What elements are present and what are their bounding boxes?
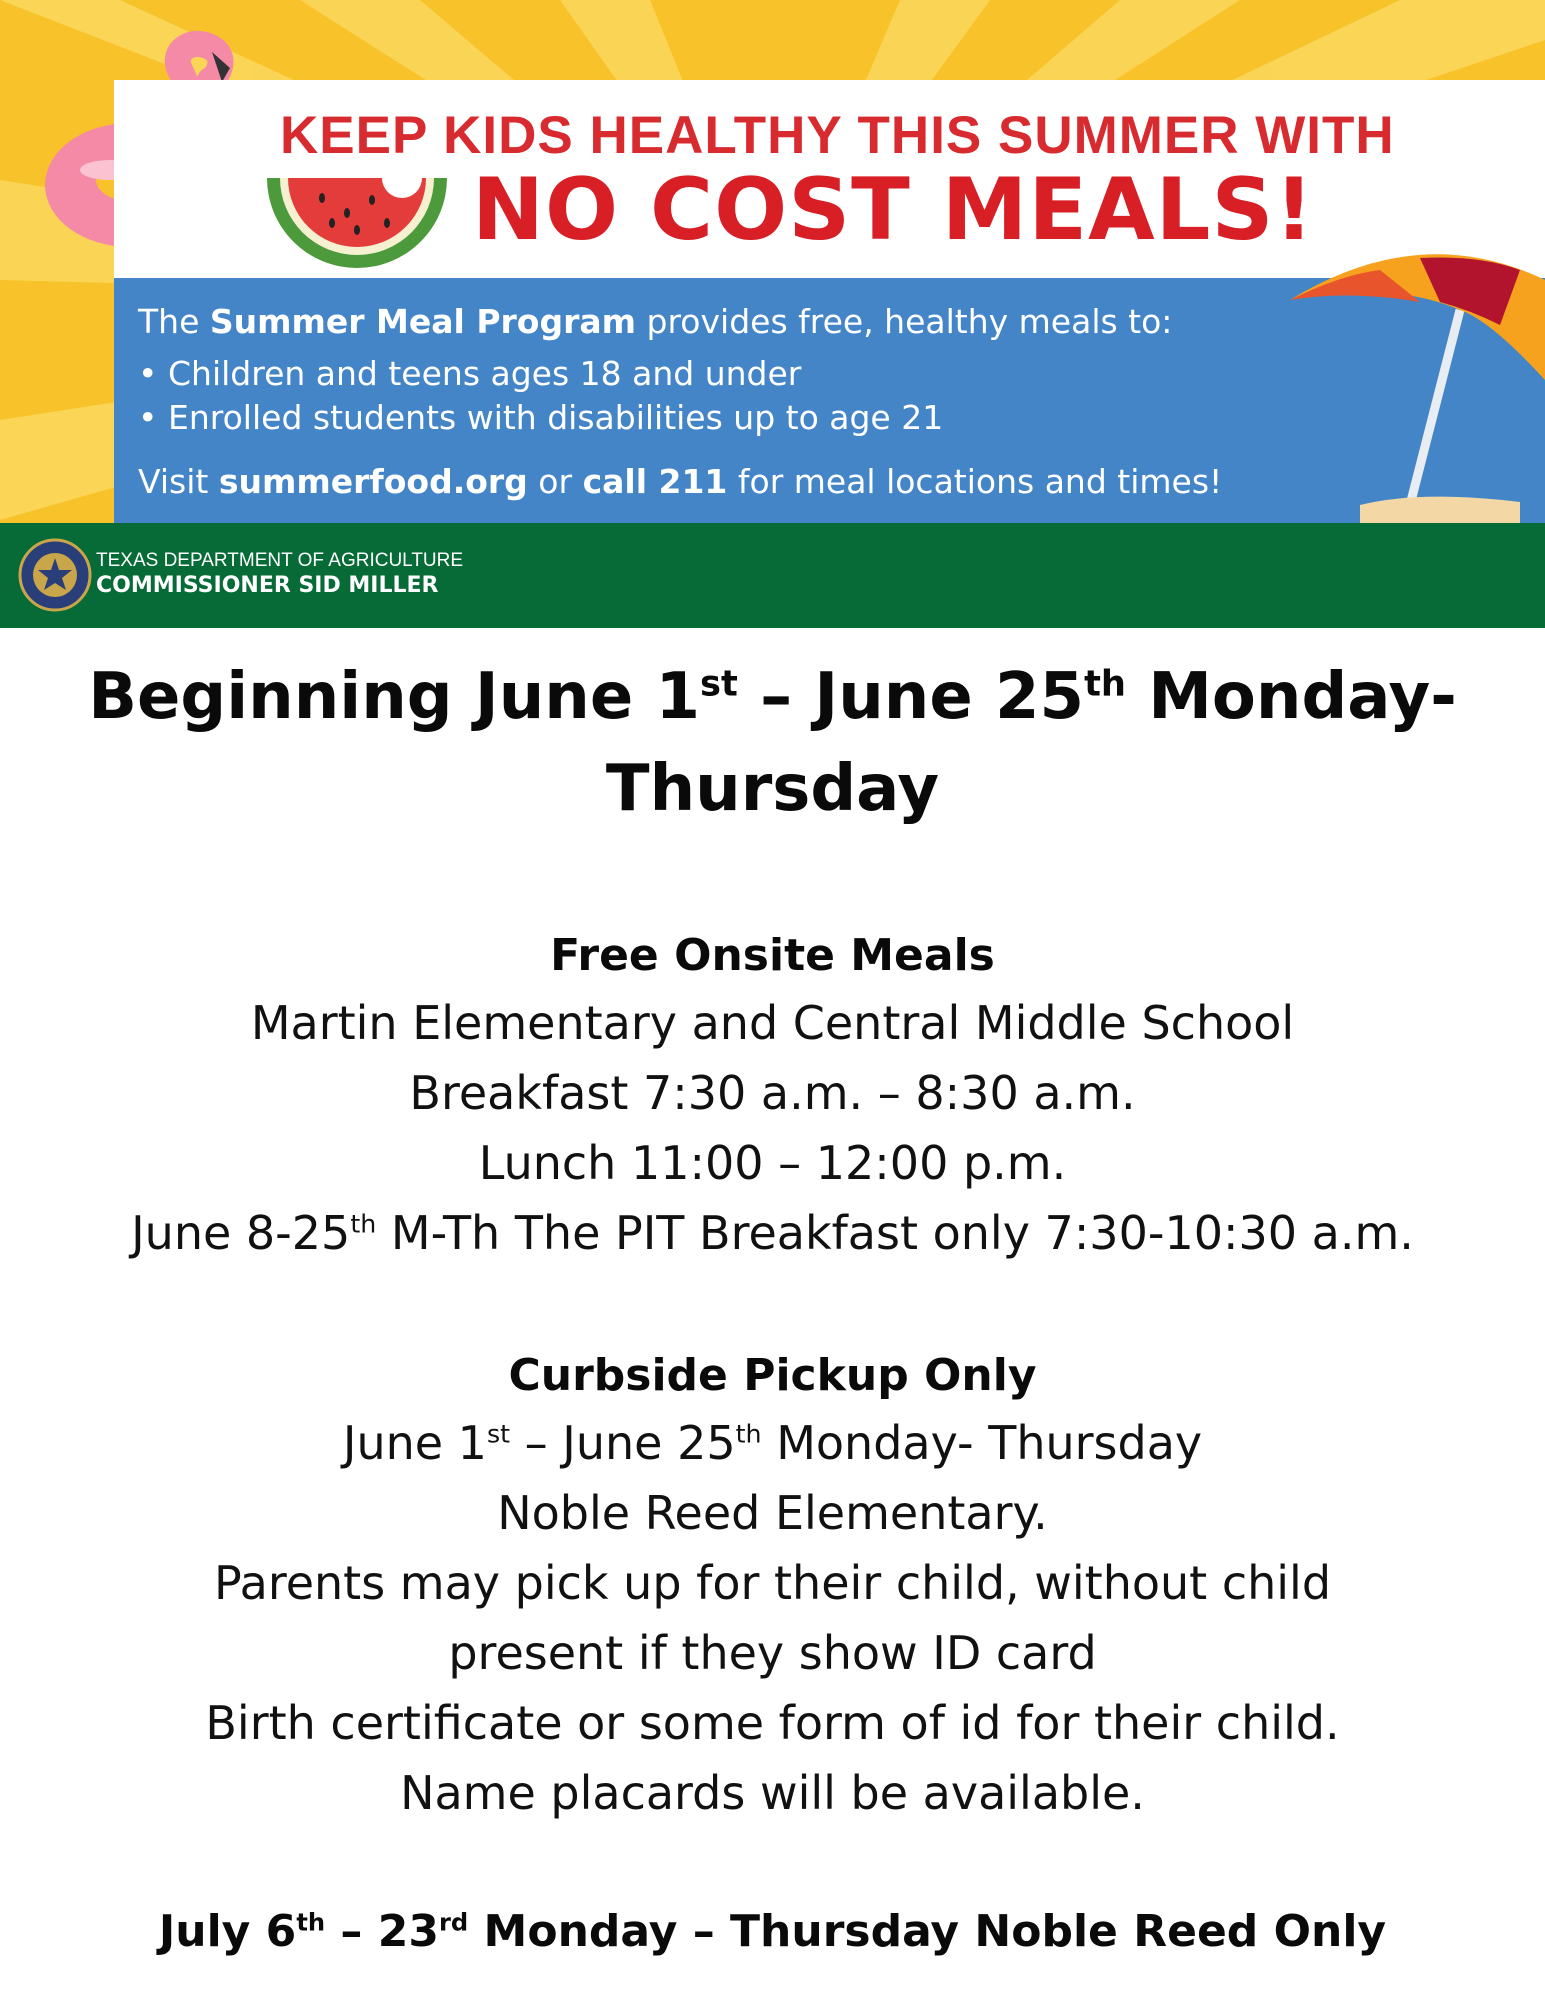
visit-mid: or: [527, 462, 583, 501]
curbside-heading: Curbside Pickup Only: [508, 1350, 1037, 1401]
curbside-dates: [0, 1416, 1545, 1470]
visit-post: for meal locations and times!: [727, 462, 1223, 501]
website-link[interactable]: summerfood.org: [218, 462, 528, 501]
program-name: Summer Meal Program: [209, 302, 637, 341]
ordinal-suffix: st: [700, 663, 738, 705]
dates-text: Monday- Thursday: [761, 1416, 1203, 1470]
pit-breakfast-line: [0, 1206, 1545, 1260]
onsite-schools: Martin Elementary and Central Middle School: [250, 996, 1295, 1050]
ordinal-suffix: th: [1084, 663, 1126, 705]
eligibility-bullet: [138, 354, 801, 393]
headline-main: NO COST MEALS!: [472, 160, 1315, 260]
breakfast-hours: Breakfast 7:30 a.m. – 8:30 a.m.: [409, 1066, 1136, 1120]
curbside-note: Name placards will be available.: [400, 1766, 1145, 1820]
bullet-text: Children and teens ages 18 and under: [168, 354, 802, 393]
ordinal-suffix: th: [350, 1209, 377, 1239]
visit-line: [138, 462, 1222, 501]
curbside-note: Parents may pick up for their child, without child: [213, 1556, 1332, 1610]
title-text: Monday-: [1125, 660, 1457, 734]
summer-meals-banner: [0, 0, 1545, 628]
schedule-title-line-1: [0, 660, 1545, 734]
pit-text: June 8-25: [131, 1206, 351, 1260]
onsite-meals-heading: Free Onsite Meals: [550, 930, 995, 981]
title-text: Beginning June 1: [88, 660, 701, 734]
texas-seal-icon: [18, 538, 92, 612]
intro-post: provides free, healthy meals to:: [636, 302, 1173, 341]
ordinal-suffix: st: [486, 1419, 511, 1449]
july-text: – 23: [325, 1906, 439, 1957]
ordinal-suffix: rd: [438, 1908, 469, 1937]
agency-name: TEXAS DEPARTMENT OF AGRICULTURE: [96, 550, 464, 571]
program-intro: [138, 302, 1172, 341]
watermelon-icon: [262, 168, 452, 278]
call-number: call 211: [582, 462, 728, 501]
intro-pre: The: [138, 302, 210, 341]
eligibility-bullet: [138, 398, 943, 437]
bullet-icon: •: [138, 398, 158, 437]
lunch-hours: Lunch 11:00 – 12:00 p.m.: [478, 1136, 1067, 1190]
title-text: – June 25: [737, 660, 1085, 734]
curbside-school: Noble Reed Elementary.: [497, 1486, 1048, 1540]
commissioner-name: COMMISSIONER SID MILLER: [96, 573, 439, 598]
ordinal-suffix: th: [735, 1419, 762, 1449]
july-text: July 6: [158, 1906, 297, 1957]
visit-pre: Visit: [138, 462, 219, 501]
bullet-icon: •: [138, 354, 158, 393]
pit-text: M-Th The PIT Breakfast only 7:30-10:30 a.m.: [376, 1206, 1414, 1260]
bullet-text: Enrolled students with disabilities up to age 21: [168, 398, 944, 437]
curbside-note: present if they show ID card: [448, 1626, 1097, 1680]
dates-text: June 1: [342, 1416, 487, 1470]
schedule-title-line-2: Thursday: [605, 752, 940, 826]
july-schedule: [0, 1906, 1545, 1957]
headline-top: KEEP KIDS HEALTHY THIS SUMMER WITH: [280, 106, 1395, 165]
dates-text: – June 25: [510, 1416, 736, 1470]
july-text: Monday – Thursday Noble Reed Only: [468, 1906, 1387, 1957]
curbside-note: Birth certificate or some form of id for their child.: [205, 1696, 1340, 1750]
ordinal-suffix: th: [296, 1908, 326, 1937]
beach-umbrella-icon: [1270, 240, 1545, 525]
